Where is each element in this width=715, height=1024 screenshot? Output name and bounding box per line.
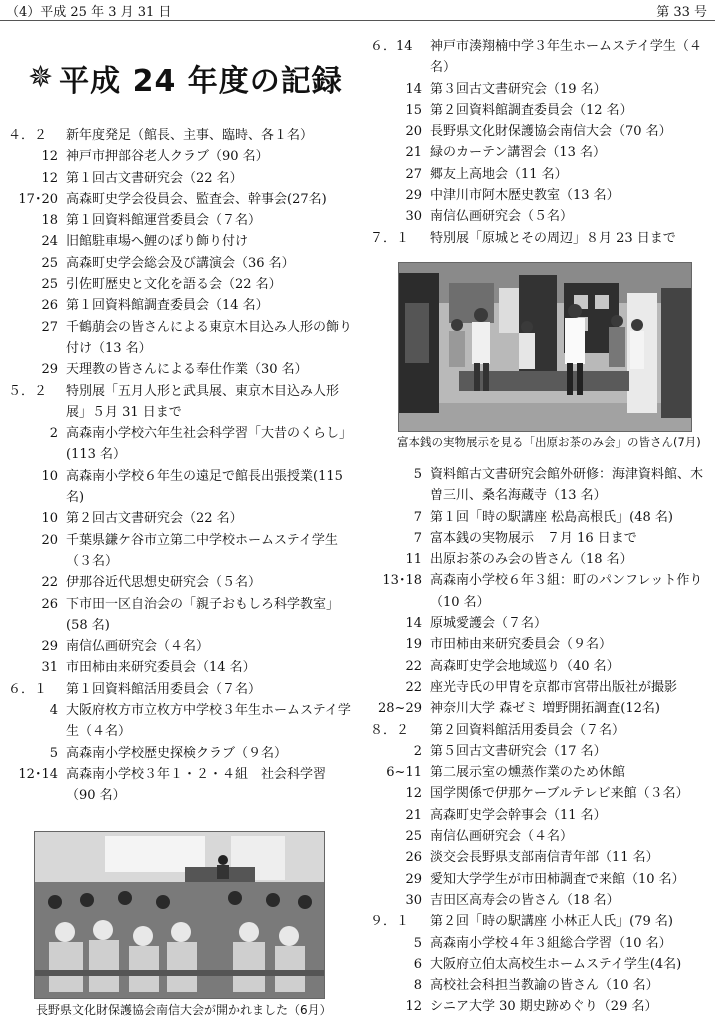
record-entry [370, 36, 710, 79]
meeting-photo-caption: 長野県文化財保護協会南信大会が開かれました（6月） [36, 1003, 332, 1017]
record-date: ５．２ [8, 383, 48, 399]
record-entry [370, 570, 710, 613]
record-date: 7 [413, 509, 422, 525]
record-date: 27 [41, 319, 58, 335]
record-text: シニア大学 30 期史跡めぐり（29 名） [430, 999, 658, 1015]
record-date: 18 [41, 213, 58, 229]
record-date: 11 [405, 552, 422, 568]
record-entry [8, 657, 353, 678]
record-text: 高森町史学会総会及び講演会（36 名） [66, 255, 295, 271]
record-entry [370, 79, 710, 100]
record-date: 4 [49, 703, 58, 719]
record-text: 高森町史学会役員会、監査会、幹事会(27名) [66, 191, 327, 207]
issue-number: 第 33 号 [656, 5, 707, 20]
record-text: 中津川市阿木歴史教室（13 名） [430, 188, 620, 204]
record-entry [370, 826, 710, 847]
record-date: 10 [41, 468, 58, 484]
record-entry [8, 210, 353, 231]
record-text: 南信仏画研究会（５名） [430, 209, 574, 225]
record-text: 緑のカーテン講習会（13 名） [430, 145, 607, 161]
record-date: 27 [405, 166, 422, 182]
record-text: 富本銭の実物展示 ７月 16 日まで [430, 530, 637, 546]
record-entry [370, 975, 710, 996]
record-date: 2 [413, 743, 422, 759]
record-list-left [8, 125, 353, 807]
record-date: 26 [41, 596, 58, 612]
record-text: 出原お茶のみ会の皆さん（18 名） [430, 552, 633, 568]
exhibit-photo [398, 262, 692, 432]
record-date: 12･14 [18, 766, 58, 782]
record-date: 7 [413, 530, 422, 546]
record-entry [370, 121, 710, 142]
record-entry [8, 168, 353, 189]
record-entry [370, 762, 710, 783]
record-date: 20 [41, 532, 58, 548]
record-date: 19 [405, 637, 422, 653]
record-text: 第１回資料館調査委員会（14 名） [66, 298, 269, 314]
record-entry [370, 206, 710, 227]
record-entry [370, 656, 710, 677]
record-text: 第１回資料館活用委員会（７名） [66, 681, 262, 697]
record-text: 特別展「五月人形と武具展、東京木目込み人形展」５月 31 日まで [66, 383, 340, 420]
record-entry [8, 679, 353, 700]
record-date: 30 [405, 892, 422, 908]
record-date: 25 [405, 829, 422, 845]
record-text: 大阪府立伯太高校生ホームステイ学生(4名) [430, 956, 682, 972]
record-list-right-bottom [370, 464, 710, 1018]
record-date: 20 [405, 124, 422, 140]
record-text: 第１回古文書研究会（22 名） [66, 170, 243, 186]
record-date: 12 [405, 999, 422, 1015]
record-date: 22 [405, 679, 422, 695]
record-entry [8, 743, 353, 764]
record-entry [370, 677, 710, 698]
record-text: 吉田区高寿会の皆さん（18 名） [430, 892, 620, 908]
record-date: 12 [405, 786, 422, 802]
record-date: 12 [41, 149, 58, 165]
record-text: 旧館駐車場へ鯉のぼり飾り付け [66, 234, 249, 250]
record-text: 千葉県鎌ケ谷市立第二中学校ホームステイ学生（３名） [66, 532, 338, 569]
record-date: ６．14 [370, 39, 413, 54]
record-text: 高校社会科担当教諭の皆さん（10 名） [430, 978, 659, 994]
record-date: 8 [413, 978, 422, 994]
record-text: 神戸市湊翔楠中学３年生ホームステイ学生（４名） [430, 39, 702, 76]
record-text: 淡交会長野県支部南信青年部（11 名） [430, 850, 659, 866]
record-text: 南信仏画研究会（４名） [66, 639, 210, 655]
record-date: 12 [41, 170, 58, 186]
record-text: 神戸市押部谷老人クラブ（90 名） [66, 149, 269, 165]
record-entry [8, 594, 353, 637]
record-entry [370, 142, 710, 163]
compass-star-icon: ✵ [28, 60, 54, 95]
record-text: 高森南小学校４年３組総合学習（10 名） [430, 935, 672, 951]
record-text: 郷友上高地会（11 名） [430, 166, 568, 182]
record-entry [8, 508, 353, 529]
record-entry [8, 317, 353, 360]
record-entry [8, 274, 353, 295]
record-text: 高森南小学校６年生の遠足で館長出張授業(115 名) [66, 468, 343, 506]
record-text: 原城愛護会（７名） [430, 616, 548, 632]
record-entry [370, 996, 710, 1017]
record-date: 15 [405, 102, 422, 118]
record-text: 第５回古文書研究会（17 名） [430, 743, 607, 759]
record-entry [370, 507, 710, 528]
record-text: 神奈川大学 森ゼミ 増野開拓調査(12名) [430, 701, 660, 717]
record-entry [8, 231, 353, 252]
record-date: 6 [413, 956, 422, 972]
record-date: 25 [41, 277, 58, 293]
record-date: 14 [405, 81, 422, 97]
record-text: 高森町史学会幹事会（11 名） [430, 807, 607, 823]
record-entry [370, 911, 710, 932]
record-date: ８．２ [370, 722, 410, 738]
record-text: 第１回資料館運営委員会（７名） [66, 213, 262, 229]
record-entry [370, 528, 710, 549]
record-text: 千鶴萠会の皆さんによる東京木目込み人形の飾り付け（13 名） [66, 319, 353, 356]
record-date: 29 [405, 871, 422, 887]
record-text: 第２回資料館調査委員会（12 名） [430, 102, 633, 118]
record-entry [370, 783, 710, 804]
record-text: 市田柿由来研究委員会（14 名） [66, 660, 256, 676]
record-entry [8, 700, 353, 743]
record-date: 28~29 [378, 701, 422, 717]
record-entry [370, 698, 710, 719]
record-date: 6~11 [386, 765, 422, 781]
record-text: 資料館古文書研究会館外研修：海津資料館、木曽三川、桑名海蔵寺（13 名） [430, 467, 704, 504]
record-text: 新年度発足（館長、主事、臨時、各１名） [66, 128, 314, 143]
record-date: 17･20 [18, 191, 58, 207]
record-date: 26 [41, 298, 58, 314]
record-text: 長野県文化財保護協会南信大会（70 名） [430, 124, 672, 140]
record-entry [370, 185, 710, 206]
record-entry [8, 189, 353, 210]
record-entry [370, 634, 710, 655]
record-entry [370, 890, 710, 911]
record-date: 10 [41, 511, 58, 527]
record-entry [370, 933, 710, 954]
record-date: 29 [405, 188, 422, 204]
record-text: 愛知大学学生が市田柿調査で来館（10 名） [430, 871, 685, 887]
record-text: 高森町史学会地域巡り（40 名） [430, 658, 620, 674]
section-title-text: 平成 24 年度の記録 [59, 64, 343, 99]
record-entry [8, 423, 353, 466]
record-text: 第１回「時の駅講座 松島高根氏」(48 名) [430, 509, 673, 525]
record-entry [370, 228, 710, 249]
record-list-right-top [370, 36, 710, 249]
record-entry [8, 295, 353, 316]
record-date: 22 [405, 658, 422, 674]
record-text: 高森南小学校３年１・２・４組 社会科学習（90 名） [66, 766, 327, 804]
record-date: 22 [41, 575, 58, 591]
record-entry [8, 572, 353, 593]
record-entry [8, 381, 353, 424]
record-text: 国学関係で伊那ケーブルテレビ来館（３名） [430, 786, 689, 802]
record-entry [370, 164, 710, 185]
record-text: 下市田一区自治会の「親子おもしろ科学教室」(58 名) [66, 596, 340, 633]
record-text: 高森南小学校歴史探検クラブ（９名） [66, 745, 288, 761]
record-entry [8, 636, 353, 657]
record-text: 天理教の皆さんによる奉仕作業（30 名） [66, 362, 308, 378]
record-entry [370, 549, 710, 570]
record-entry [8, 764, 353, 807]
record-date: 5 [413, 935, 422, 951]
record-date: 2 [49, 426, 58, 442]
record-text: 高森南小学校六年生社会科学習「大昔のくらし」(113 名） [66, 426, 353, 463]
record-entry [8, 359, 353, 380]
record-date: ９．１ [370, 914, 410, 930]
record-date: 25 [41, 255, 58, 271]
record-text: 第二展示室の燻蒸作業のため休館 [430, 765, 626, 781]
section-title [28, 58, 343, 98]
record-date: 31 [41, 660, 58, 676]
record-date: 5 [49, 745, 58, 761]
record-entry [8, 466, 353, 509]
issue-date: （4）平成 25 年 3 月 31 日 [6, 5, 172, 20]
record-date: ６．１ [8, 681, 48, 697]
exhibit-photo-caption: 富本銭の実物展示を見る「出原お茶のみ会」の皆さん(7月) [397, 435, 701, 449]
record-entry [370, 100, 710, 121]
record-text: 市田柿由来研究委員会（９名） [430, 637, 613, 653]
record-entry [370, 805, 710, 826]
record-entry [370, 613, 710, 634]
record-entry [8, 125, 353, 146]
record-text: 第２回「時の駅講座 小林正人氏」(79 名) [430, 914, 673, 930]
record-text: 第３回古文書研究会（19 名） [430, 81, 607, 97]
record-entry [8, 530, 353, 573]
record-date: ７．１ [370, 230, 410, 246]
record-date: 21 [405, 145, 422, 161]
record-entry [370, 741, 710, 762]
record-entry [8, 146, 353, 167]
record-entry [370, 847, 710, 868]
record-entry [370, 869, 710, 890]
record-date: ４．２ [8, 128, 48, 143]
record-text: 南信仏画研究会（４名） [430, 829, 574, 845]
record-text: 高森南小学校６年３組：町のパンフレット作り（10 名） [430, 573, 703, 610]
record-text: 第２回資料館活用委員会（７名） [430, 722, 626, 738]
meeting-photo [34, 831, 325, 999]
record-date: 29 [41, 639, 58, 655]
record-text: 第２回古文書研究会（22 名） [66, 511, 243, 527]
record-text: 伊那谷近代思想史研究会（５名） [66, 575, 262, 591]
record-entry [370, 720, 710, 741]
record-entry [8, 253, 353, 274]
record-date: 24 [41, 234, 58, 250]
record-date: 26 [405, 850, 422, 866]
record-date: 13･18 [382, 573, 422, 589]
record-text: 引佐町歴史と文化を語る会（22 名） [66, 277, 282, 293]
page-header [0, 0, 715, 21]
record-text: 大阪府枚方市立枚方中学校３年生ホームステイ学生（４名） [66, 703, 351, 740]
record-date: 21 [405, 807, 422, 823]
record-entry [370, 464, 710, 507]
record-date: 30 [405, 209, 422, 225]
record-text: 座光寺氏の甲冑を京都市宮帯出版社が撮影 [430, 679, 678, 695]
record-date: 14 [405, 616, 422, 632]
record-date: 5 [413, 467, 422, 482]
record-entry [370, 954, 710, 975]
record-date: 29 [41, 362, 58, 378]
record-text: 特別展「原城とその周辺」８月 23 日まで [430, 230, 676, 246]
